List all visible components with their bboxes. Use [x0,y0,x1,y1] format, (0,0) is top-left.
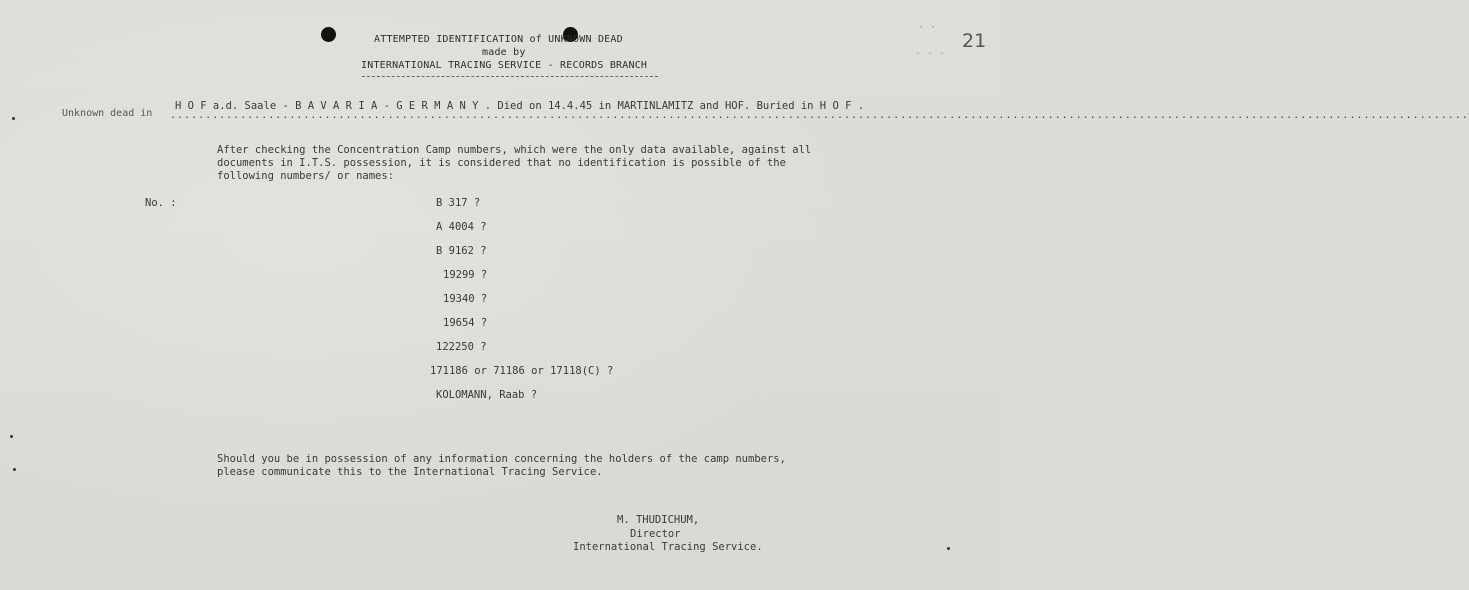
camp-number: 171186 or 71186 or 17118(C) ? [430,365,614,377]
camp-number: 19340 ? [443,293,488,305]
signature-name: M. THUDICHUM, [617,514,700,526]
margin-mark: - - - [915,48,946,59]
intro-line-3: following numbers/ or names: [217,170,395,182]
closing-line-2: please communicate this to the International Tracing Service. [217,466,603,478]
intro-line-1: After checking the Concentration Camp numbers, which were the only data available, against all [217,144,812,156]
closing-line-1: Should you be in possession of any information concerning the holders of the camp numbers, [217,453,786,465]
camp-number: B 317 ? [436,197,481,209]
unknown-dead-details: H O F a.d. Saale - B A V A R I A - G E R M A N Y . Died on 14.4.45 in MARTINLAMITZ and HOF. Buried in H O F . [175,100,865,112]
page-number: 21 [962,30,987,52]
camp-number: B 9162 ? [436,245,487,257]
camp-number: 19654 ? [443,317,488,329]
camp-name: KOLOMANN, Raab ? [436,389,538,401]
paper-speck [10,435,13,438]
header-made-by: made by [482,47,526,58]
paper-speck [947,547,950,550]
margin-mark: · · [918,22,937,33]
unknown-dead-label: Unknown dead in [62,108,153,119]
paper-speck [12,117,15,120]
camp-number: A 4004 ? [436,221,487,233]
signature-title: Director [630,528,681,540]
signature-organization: International Tracing Service. [573,541,763,553]
paper-speck [13,468,16,471]
dotted-rule: ......................................................................................................................................................................................... [170,110,1469,121]
header-title: ATTEMPTED IDENTIFICATION of UNKNOWN DEAD [374,34,623,45]
camp-number: 19299 ? [443,269,488,281]
camp-number: 122250 ? [436,341,487,353]
intro-line-2: documents in I.T.S. possession, it is considered that no identification is possible of the [217,157,786,169]
punch-hole-left [321,27,336,42]
numbers-label: No. : [145,197,177,209]
header-organization: INTERNATIONAL TRACING SERVICE - RECORDS BRANCH [361,60,648,71]
header-underline [362,76,658,77]
